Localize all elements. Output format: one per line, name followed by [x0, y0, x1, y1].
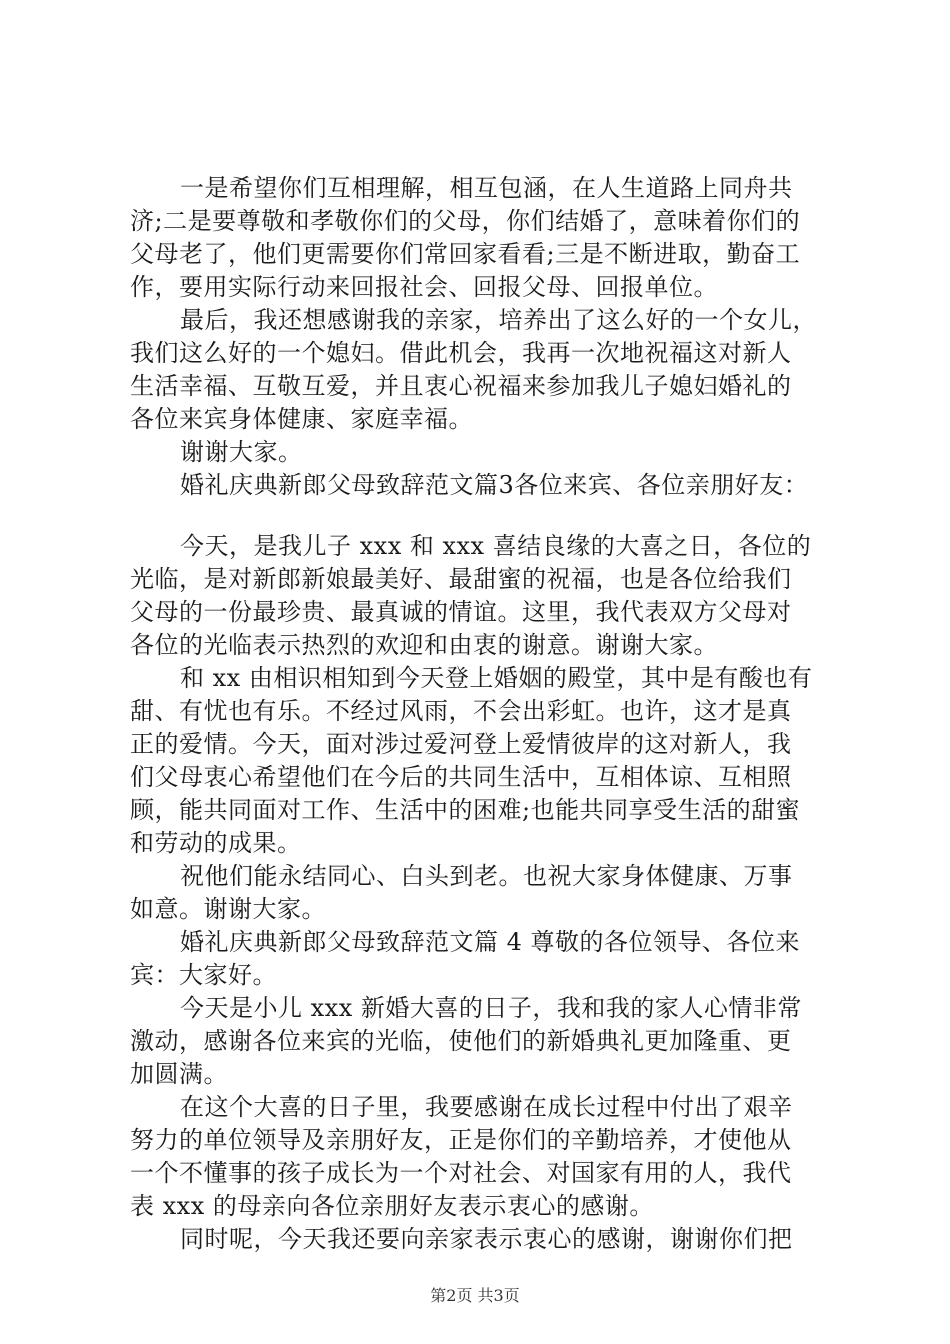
text-line: 今天是小儿 xxx 新婚大喜的日子，我和我的家人心情非常 — [180, 994, 802, 1022]
text-line: 同时呢，今天我还要向亲家表示衷心的感谢，谢谢你们把 — [180, 1225, 793, 1253]
text-line: 一个不懂事的孩子成长为一个对社会、对国家有用的人，我代 — [130, 1159, 792, 1187]
text-line: 谢谢大家。 — [180, 438, 303, 466]
text-line: 各位来宾身体健康、家庭幸福。 — [130, 405, 473, 433]
text-line: 最后，我还想感谢我的亲家，培养出了这么好的一个女儿， — [180, 306, 817, 334]
section-heading: 婚礼庆典新郎父母致辞范文篇3各位来宾、各位亲朋好友： — [180, 471, 809, 499]
text-line: 在这个大喜的日子里，我要感谢在成长过程中付出了艰辛 — [180, 1093, 793, 1121]
text-line: 激动，感谢各位来宾的光临，使他们的新婚典礼更加隆重、更 — [130, 1027, 792, 1055]
text-line: 我们这么好的一个媳妇。借此机会，我再一次地祝福这对新人 — [130, 339, 792, 367]
text-line: 顾，能共同面对工作、生活中的困难;也能共同享受生活的甜蜜 — [130, 796, 801, 824]
text-line: 表 xxx 的母亲向各位亲朋好友表示衷心的感谢。 — [130, 1192, 654, 1220]
text-line: 和 xx 由相识相知到今天登上婚姻的殿堂，其中是有酸也有 — [180, 664, 813, 692]
text-line: 父母老了，他们更需要你们常回家看看;三是不断进取，勤奋工 — [130, 240, 801, 268]
text-line: 如意。谢谢大家。 — [130, 895, 326, 923]
section-heading: 婚礼庆典新郎父母致辞范文篇 4 尊敬的各位领导、各位来 — [180, 928, 801, 956]
text-line: 今天，是我儿子 xxx 和 xxx 喜结良缘的大喜之日，各位的 — [180, 532, 812, 560]
page-number: 第2页 共3页 — [430, 1286, 520, 1305]
text-line: 努力的单位领导及亲朋好友，正是你们的辛勤培养，才使他从 — [130, 1126, 792, 1154]
text-line: 宾：大家好。 — [130, 961, 277, 989]
text-line: 济;二是要尊敬和孝敬你们的父母，你们结婚了，意味着你们的 — [130, 207, 801, 235]
text-line: 和劳动的成果。 — [130, 829, 302, 857]
text-line: 生活幸福、互敬互爱，并且衷心祝福来参加我儿子媳妇婚礼的 — [130, 372, 792, 400]
text-line: 甜、有忧也有乐。不经过风雨，不会出彩虹。也许，这才是真 — [130, 697, 792, 725]
text-line: 父母的一份最珍贵、最真诚的情谊。这里，我代表双方父母对 — [130, 598, 792, 626]
text-line: 们父母衷心希望他们在今后的共同生活中，互相体谅、互相照 — [130, 763, 792, 791]
text-line: 作，要用实际行动来回报社会、回报父母、回报单位。 — [130, 273, 718, 301]
text-line: 正的爱情。今天，面对涉过爱河登上爱情彼岸的这对新人，我 — [130, 730, 792, 758]
text-line: 各位的光临表示热烈的欢迎和由衷的谢意。谢谢大家。 — [130, 631, 718, 659]
text-line: 一是希望你们互相理解，相互包涵，在人生道路上同舟共 — [180, 174, 793, 202]
text-line: 祝他们能永结同心、白头到老。也祝大家身体健康、万事 — [180, 862, 793, 890]
text-line: 加圆满。 — [130, 1060, 228, 1088]
text-line: 光临，是对新郎新娘最美好、最甜蜜的祝福，也是各位给我们 — [130, 565, 792, 593]
